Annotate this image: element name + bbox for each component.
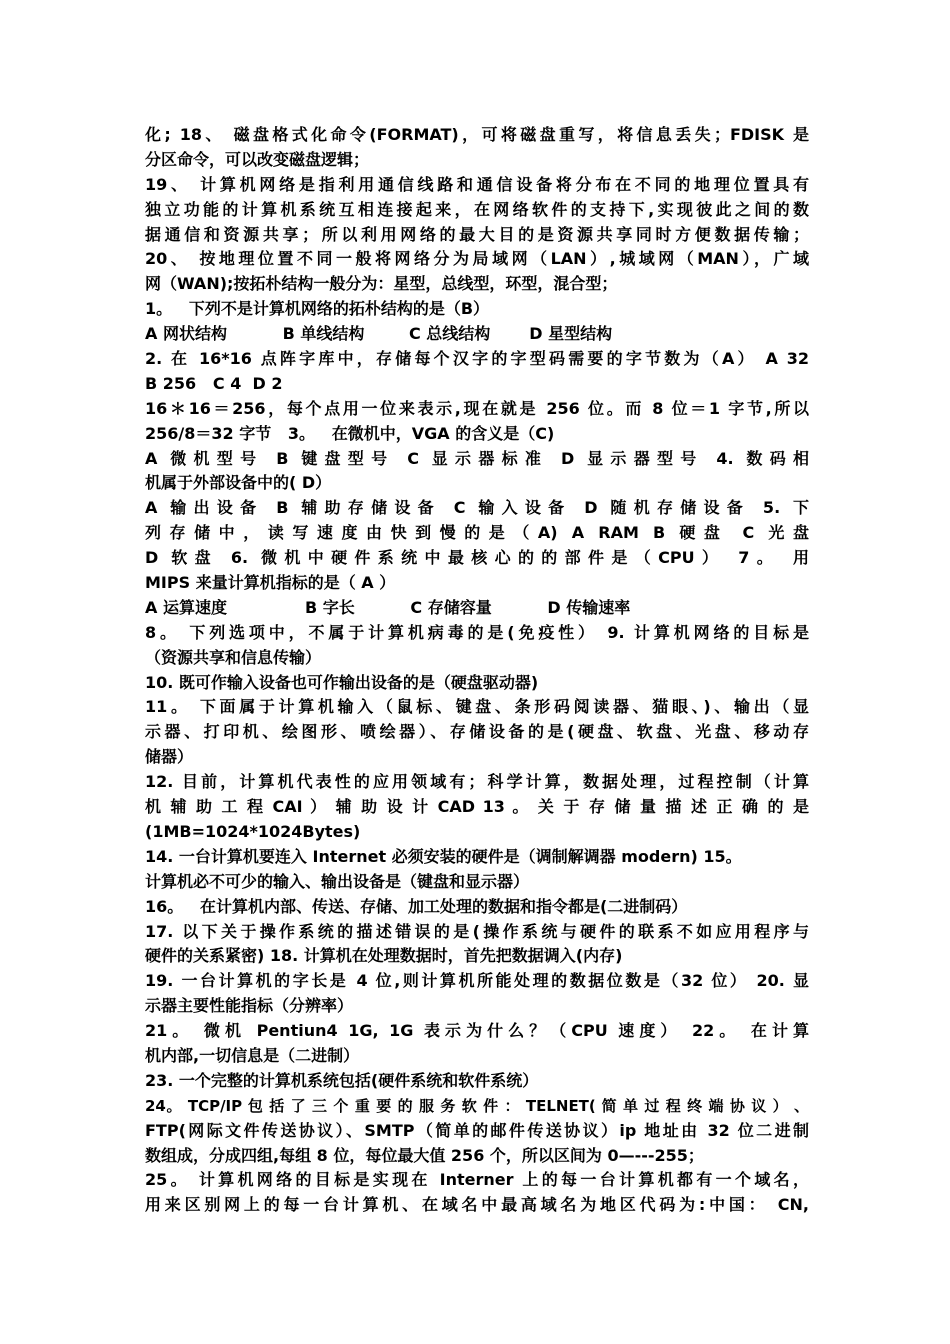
text-line: D 软盘 6. 微机中硬件系统中最核心的的部件是（CPU） 7。 用	[145, 548, 809, 568]
text-line: 分区命令，可以改变磁盘逻辑；	[145, 149, 370, 169]
text-line: 数组成，分成四组,每组 8 位，每位最大值 256 个，所以区间为 0—---255；	[145, 1145, 704, 1165]
text-line: 网（WAN);按拓朴结构一般分为：星型，总线型，环型，混合型；	[145, 274, 618, 294]
text-line: A 网状结构 B 单线结构 C 总线结构 D 星型结构	[145, 324, 613, 344]
text-line: MIPS 来量计算机指标的是（ A ）	[145, 573, 396, 593]
text-line: 据通信和资源共享；所以利用网络的最大目的是资源共享同时方便数据传输；	[145, 224, 809, 244]
text-line: 用来区别网上的每一台计算机、在域名中最高域名为地区代码为:中国： CN,	[145, 1195, 809, 1215]
text-line: 示器、打印机、绘图形、喷绘器）、存储设备的是(硬盘、软盘、光盘、移动存	[145, 722, 809, 742]
text-line: 23. 一个完整的计算机系统包括(硬件系统和软件系统）	[145, 1070, 539, 1090]
text-line: 20、 按地理位置不同一般将网络分为局域网（LAN）,城域网（MAN），广域	[145, 249, 809, 269]
text-line: A 运算速度 B 字长 C 存储容量 D 传输速率	[145, 597, 631, 617]
text-line: 硬件的关系紧密) 18. 计算机在处理数据时，首先把数据调入(内存)	[145, 946, 623, 966]
text-line: 1。 下列不是计算机网络的拓朴结构的是（B）	[145, 299, 490, 319]
text-line: 19. 一台计算机的字长是 4 位,则计算机所能处理的数据位数是（32 位） 20. 显	[145, 971, 809, 991]
text-line: （资源共享和信息传输）	[145, 647, 322, 667]
text-line: 12. 目前，计算机代表性的应用领域有；科学计算，数据处理，过程控制（计算	[145, 772, 809, 792]
document-page	[145, 123, 809, 1218]
text-line: 19、 计算机网络是指利用通信线路和通信设备将分布在不同的地理位置具有	[145, 174, 809, 194]
text-line: 17. 以下关于操作系统的描述错误的是(操作系统与硬件的联系不如应用程序与	[145, 921, 809, 941]
text-line: A 输出设备 B 辅助存储设备 C 输入设备 D 随机存储设备 5. 下	[145, 498, 809, 518]
text-line: 化; 18、 磁盘格式化命令(FORMAT)，可将磁盘重写，将信息丢失；FDISK 是	[145, 125, 809, 144]
text-line: 25。 计算机网络的目标是实现在 Interner 上的每一台计算机都有一个域名，	[145, 1170, 809, 1190]
text-line: 16＊16＝256，每个点用一位来表示,现在就是 256 位。而 8 位＝1 字节,所以	[145, 398, 809, 418]
text-line: 256/8＝32 字节 3。 在微机中，VGA 的含义是（C)	[145, 423, 555, 443]
text-line: 机内部,一切信息是（二进制）	[145, 1045, 360, 1065]
text-line: 16。 在计算机内部、传送、存储、加工处理的数据和指令都是(二进制码）	[145, 896, 688, 916]
text-line: 2. 在 16*16 点阵字库中，存储每个汉字的字型码需要的字节数为（A） A 32	[145, 349, 809, 369]
text-line: (1MB=1024*1024Bytes)	[145, 821, 361, 841]
text-line: 独立功能的计算机系统互相连接起来，在网络软件的支持下,实现彼此之间的数	[145, 199, 809, 219]
text-line: 14. 一台计算机要连入 Internet 必须安装的硬件是（调制解调器 modern) 15。	[145, 846, 742, 866]
text-line: 11。 下面属于计算机输入（鼠标、键盘、条形码阅读器、猫眼、)、输出（显	[145, 697, 809, 717]
text-line: 10. 既可作输入设备也可作输出设备的是（硬盘驱动器)	[145, 672, 539, 692]
text-line: 储器）	[145, 747, 194, 767]
text-line: 8。 下列选项中，不属于计算机病毒的是(免疫性） 9. 计算机网络的目标是	[145, 622, 809, 642]
text-line: 示器主要性能指标（分辨率）	[145, 996, 354, 1016]
text-line: 计算机必不可少的输入、输出设备是（键盘和显示器）	[145, 871, 530, 891]
text-line: 24。 TCP/IP 包 括 了 三 个 重 要 的 服 务 软 件 ： TELNET( 简 单 过 程 终 端 协 议 ） 、	[145, 1096, 809, 1115]
text-line: 21。 微机 Pentiun4 1G, 1G 表示为什么？（CPU 速度） 22。 在计算	[145, 1021, 809, 1041]
text-line: 列存储中，读写速度由快到慢的是（A) A RAM B 硬盘 C 光盘	[145, 523, 809, 543]
text-line: 机 辅 助 工 程 CAI ） 辅 助 设 计 CAD 13 。 关 于 存 储 量 描 述 正 确 的 是	[145, 797, 809, 817]
text-line: B 256 C 4 D 2	[145, 373, 283, 393]
text-line: FTP(网际文件传送协议）、SMTP（简单的邮件传送协议）ip 地址由 32 位二进制	[145, 1120, 809, 1140]
text-line: A 微机型号 B 键盘型号 C 显示器标准 D 显示器型号 4. 数码相	[145, 448, 809, 468]
text-line: 机属于外部设备中的( D）	[145, 473, 332, 493]
